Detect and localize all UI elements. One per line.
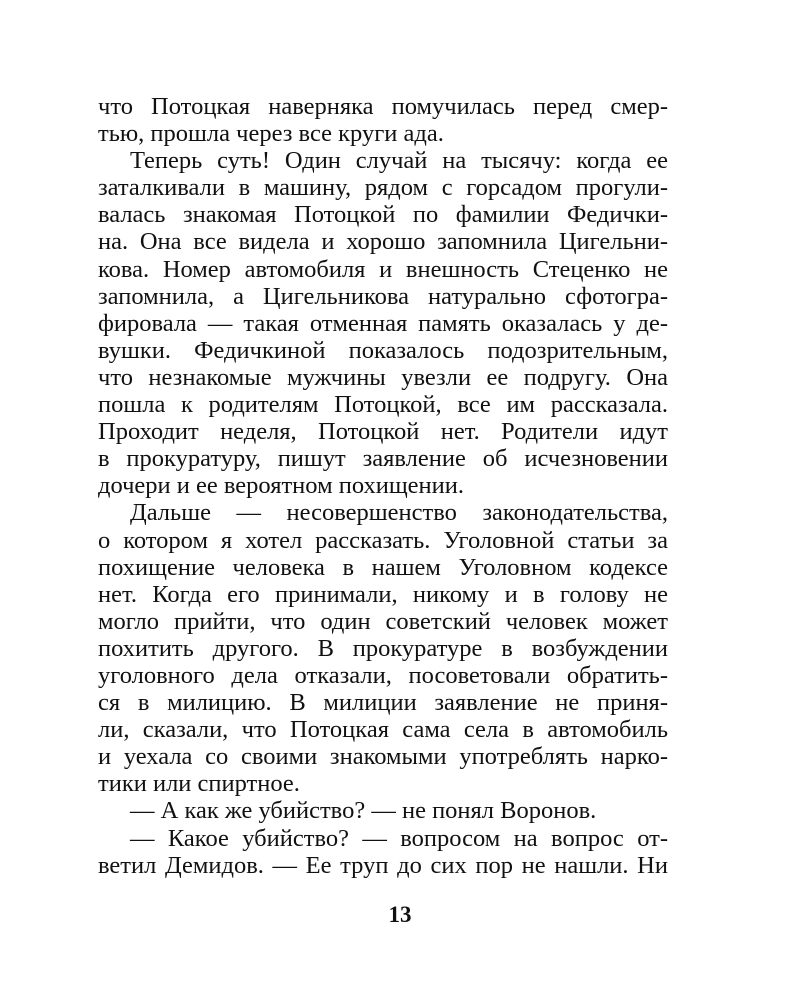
text-line: что незнакомые мужчины увезли ее подругу. Она	[98, 363, 668, 391]
text-line: дочери и ее вероятном похищении.	[98, 472, 465, 500]
text-line: похищение человека в нашем Уголовном кодексе	[98, 553, 668, 581]
text-line: ся в милицию. В милиции заявление не приня-	[98, 689, 668, 717]
text-line: — А как же убийство? — не понял Воронов.	[130, 797, 597, 825]
text-line: ветил Демидов. — Ее труп до сих пор не нашли. Ни	[98, 851, 668, 879]
text-line: валась знакомая Потоцкой по фамилии Федички-	[98, 201, 668, 229]
text-line: похитить другого. В прокуратуре в возбуждении	[98, 634, 668, 662]
text-line: что Потоцкая наверняка помучилась перед смер-	[98, 93, 668, 120]
text-line: пошла к родителям Потоцкой, все им рассказала.	[98, 391, 668, 419]
text-line: уголовного дела отказали, посоветовали обратить-	[98, 661, 668, 689]
text-line: нет. Когда его принимали, никому и в голову не	[98, 580, 668, 608]
text-line: тью, прошла через все круги ада.	[98, 120, 444, 148]
text-line: тики или спиртное.	[98, 770, 300, 798]
text-line: на. Она все видела и хорошо запомнила Цигельни-	[98, 228, 668, 256]
text-line: ли, сказали, что Потоцкая сама села в автомобиль	[98, 716, 668, 744]
text-line: могло прийти, что один советский человек может	[98, 607, 668, 635]
page-number: 13	[388, 902, 412, 927]
text-line: запомнила, а Цигельникова натурально сфотогра-	[98, 282, 668, 310]
text-line: в прокуратуру, пишут заявление об исчезновении	[98, 445, 668, 473]
text-line: заталкивали в машину, рядом с горсадом прогули-	[98, 174, 668, 202]
text-line: Дальше — несовершенство законодательства,	[130, 499, 668, 527]
text-line: фировала — такая отменная память оказалась у де-	[98, 309, 668, 337]
text-line: Теперь суть! Один случай на тысячу: когда ее	[130, 147, 668, 175]
body-text	[98, 93, 668, 879]
text-line: о котором я хотел рассказать. Уголовной статьи за	[98, 526, 668, 554]
text-line: кова. Номер автомобиля и внешность Стеценко не	[98, 255, 668, 283]
text-line: Проходит неделя, Потоцкой нет. Родители идут	[98, 418, 668, 446]
text-line: — Какое убийство? — вопросом на вопрос от-	[130, 824, 668, 852]
text-line: вушки. Федичкиной показалось подозрительным,	[98, 336, 668, 364]
text-line: и уехала со своими знакомыми употреблять нарко-	[98, 743, 668, 771]
